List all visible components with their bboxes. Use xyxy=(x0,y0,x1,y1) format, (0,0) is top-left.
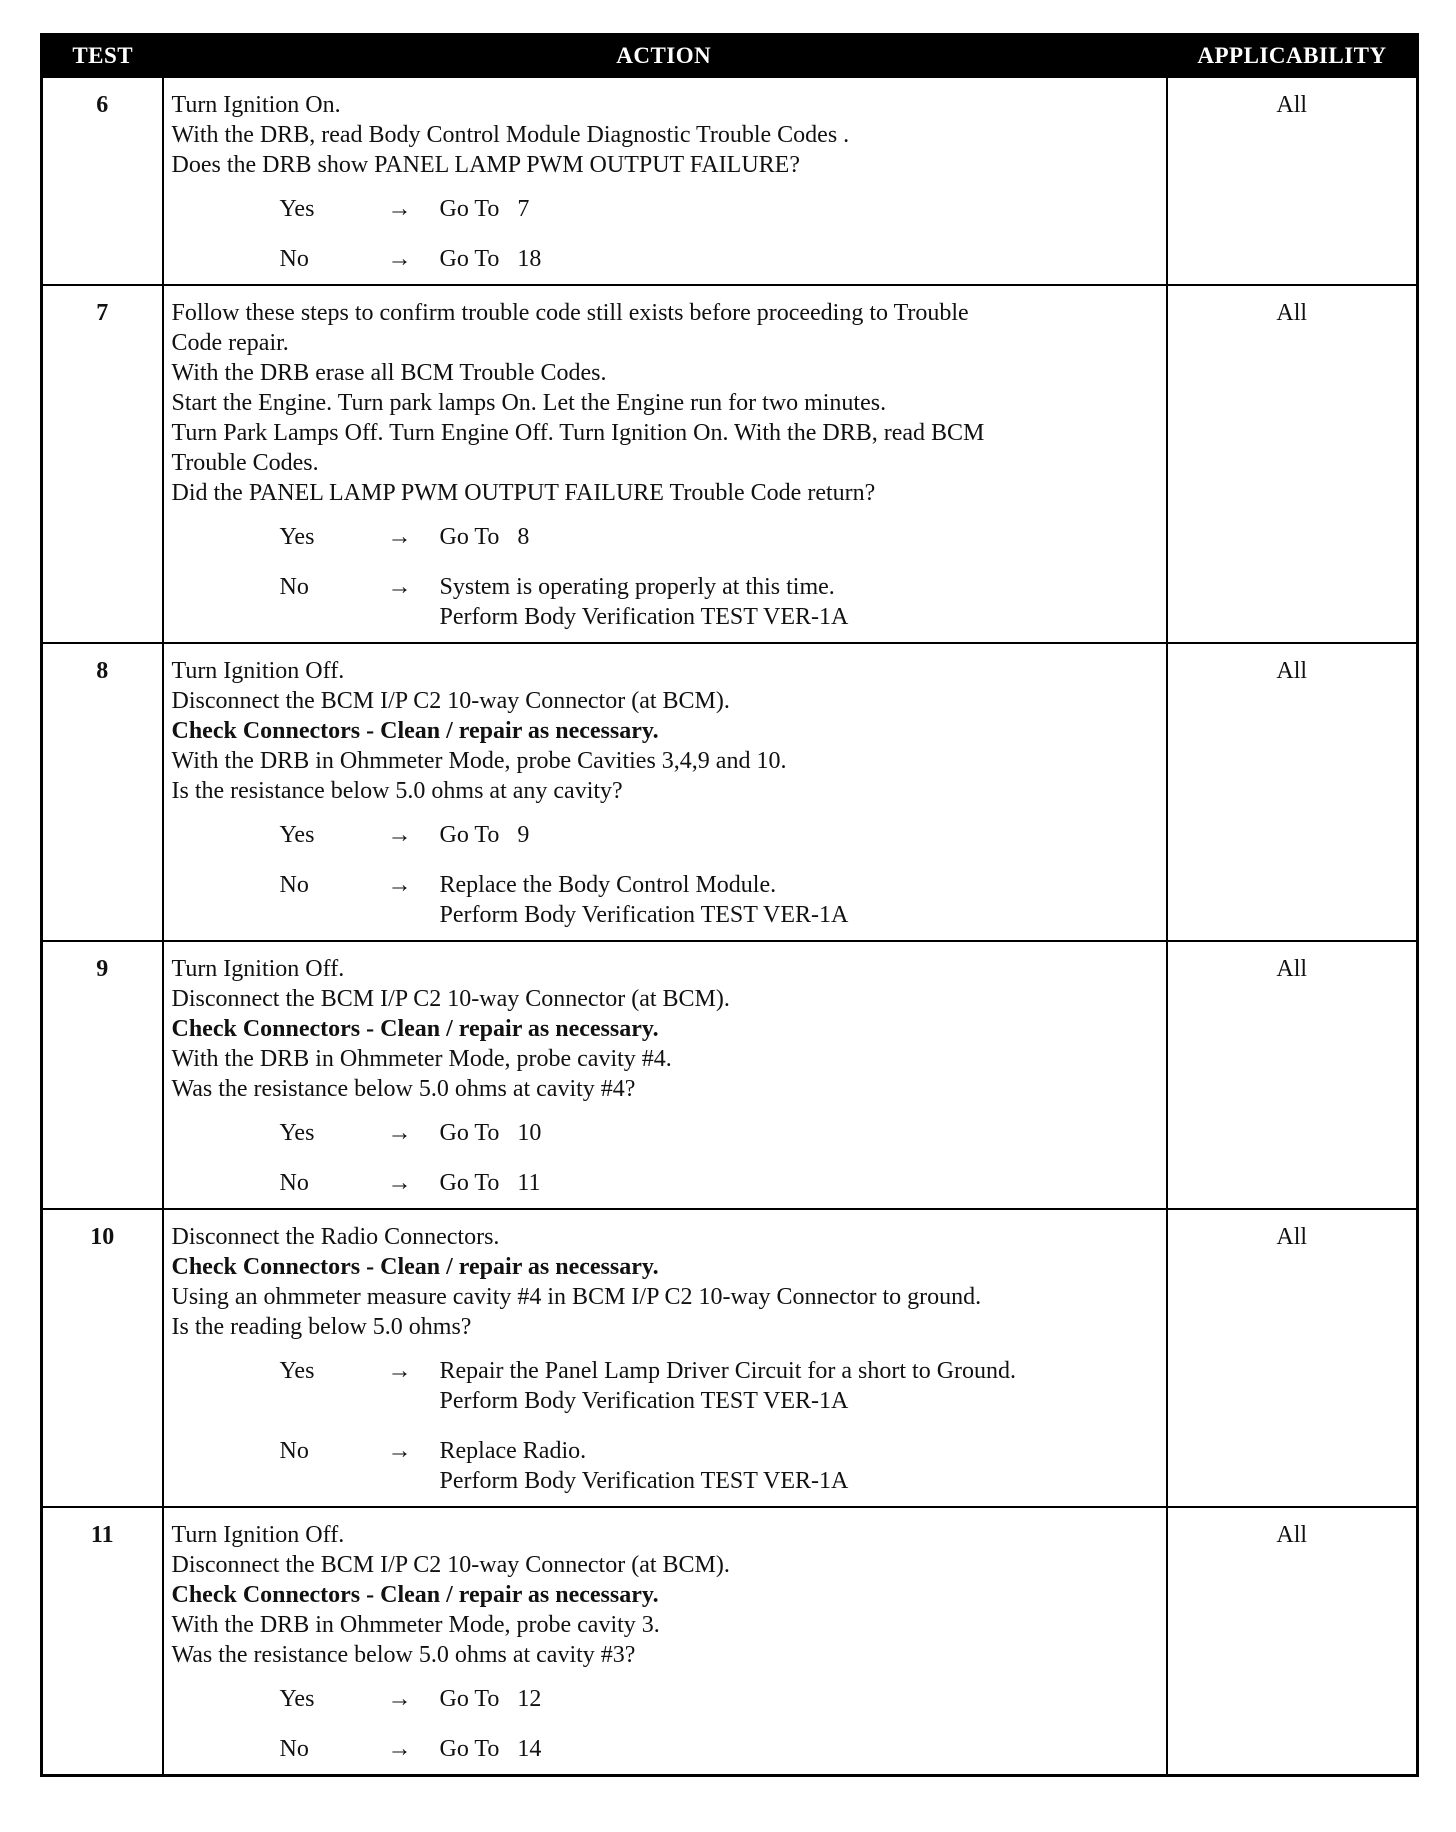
branch-result xyxy=(440,1436,1158,1496)
header-test: TEST xyxy=(42,35,163,78)
branch-result xyxy=(440,1734,1158,1764)
branch-result xyxy=(440,522,1158,552)
action-step-line: Did the PANEL LAMP PWM OUTPUT FAILURE Trouble Code return? xyxy=(171,480,876,506)
action-step-line: Code repair. xyxy=(171,330,289,356)
action-step-line: Turn Ignition On. xyxy=(171,92,341,118)
action-cell xyxy=(163,643,1167,941)
arrow-right-icon: → xyxy=(387,1736,412,1762)
branch-result-line: Go To 18 xyxy=(439,246,542,272)
branch-result-line: Repair the Panel Lamp Driver Circuit for a short to Ground. xyxy=(439,1358,1017,1384)
branch-result-line: Perform Body Verification TEST VER-1A xyxy=(439,604,849,630)
branch-label: Yes xyxy=(279,196,315,222)
test-number: 10 xyxy=(42,1209,163,1507)
branch-label: Yes xyxy=(279,524,315,550)
decision-branches xyxy=(172,194,1158,274)
decision-branches xyxy=(172,1684,1158,1764)
action-step-line: With the DRB in Ohmmeter Mode, probe Cavities 3,4,9 and 10. xyxy=(171,748,787,774)
branch-result-line: Perform Body Verification TEST VER-1A xyxy=(439,1388,849,1414)
branch-result-line: Perform Body Verification TEST VER-1A xyxy=(439,1468,849,1494)
action-step-line: Disconnect the BCM I/P C2 10-way Connector (at BCM). xyxy=(171,688,730,714)
test-number: 9 xyxy=(42,941,163,1209)
branch-label: No xyxy=(279,574,309,600)
decision-branches xyxy=(172,1356,1158,1496)
applicability-value: All xyxy=(1167,941,1418,1209)
branch-result xyxy=(440,1118,1158,1148)
action-step-line: Is the reading below 5.0 ohms? xyxy=(171,1314,472,1340)
arrow-right-icon: → xyxy=(387,1120,412,1146)
arrow-right-icon: → xyxy=(387,872,412,898)
decision-branch-yes xyxy=(172,1118,1158,1148)
action-cell xyxy=(163,77,1167,285)
action-step-line: Trouble Codes. xyxy=(171,450,319,476)
action-warning-line: Check Connectors - Clean / repair as necessary. xyxy=(171,1016,659,1042)
branch-result xyxy=(440,194,1158,224)
branch-result-line: Replace the Body Control Module. xyxy=(439,872,777,898)
branch-result-line: Go To 11 xyxy=(439,1170,541,1196)
branch-result xyxy=(440,572,1158,632)
branch-label: Yes xyxy=(279,1686,315,1712)
branch-label: No xyxy=(279,1736,309,1762)
action-cell xyxy=(163,285,1167,643)
action-step-line: With the DRB in Ohmmeter Mode, probe cavity 3. xyxy=(171,1612,660,1638)
arrow-right-icon: → xyxy=(387,1438,412,1464)
action-cell xyxy=(163,1209,1167,1507)
branch-result-line: Go To 10 xyxy=(439,1120,542,1146)
action-warning-line: Check Connectors - Clean / repair as necessary. xyxy=(171,1582,659,1608)
branch-label: No xyxy=(279,1170,309,1196)
test-number: 7 xyxy=(42,285,163,643)
branch-label: No xyxy=(279,1438,309,1464)
arrow-right-icon: → xyxy=(387,1358,412,1384)
action-step-line: Does the DRB show PANEL LAMP PWM OUTPUT FAILURE? xyxy=(171,152,800,178)
applicability-value: All xyxy=(1167,1209,1418,1507)
branch-result-line: Go To 8 xyxy=(439,524,530,550)
diagnostic-test-table xyxy=(40,33,1419,1777)
branch-result-line: System is operating properly at this time. xyxy=(439,574,835,600)
action-step-line: Disconnect the BCM I/P C2 10-way Connector (at BCM). xyxy=(171,1552,730,1578)
branch-label: Yes xyxy=(279,822,315,848)
arrow-right-icon: → xyxy=(387,1170,412,1196)
decision-branch-no xyxy=(172,244,1158,274)
action-step-line: With the DRB erase all BCM Trouble Codes. xyxy=(171,360,607,386)
branch-label: No xyxy=(279,246,309,272)
decision-branch-no xyxy=(172,572,1158,632)
arrow-right-icon: → xyxy=(387,196,412,222)
action-step-line: Disconnect the Radio Connectors. xyxy=(171,1224,500,1250)
decision-branch-yes xyxy=(172,194,1158,224)
branch-result-line: Go To 7 xyxy=(439,196,530,222)
header-applicability: APPLICABILITY xyxy=(1167,35,1418,78)
action-step-line: Start the Engine. Turn park lamps On. Let the Engine run for two minutes. xyxy=(171,390,887,416)
branch-result xyxy=(440,1684,1158,1714)
table-row xyxy=(42,941,1418,1209)
table-row xyxy=(42,77,1418,285)
decision-branch-no xyxy=(172,1168,1158,1198)
diagnostic-procedure-sheet xyxy=(40,33,1416,1777)
action-step-line: Follow these steps to confirm trouble code still exists before proceeding to Trouble xyxy=(171,300,969,326)
branch-label: Yes xyxy=(279,1120,315,1146)
decision-branches xyxy=(172,1118,1158,1198)
action-step-line: Is the resistance below 5.0 ohms at any cavity? xyxy=(171,778,623,804)
branch-result-line: Go To 12 xyxy=(439,1686,542,1712)
decision-branch-yes xyxy=(172,1356,1158,1416)
decision-branch-yes xyxy=(172,820,1158,850)
action-step-line: Turn Park Lamps Off. Turn Engine Off. Turn Ignition On. With the DRB, read BCM xyxy=(171,420,985,446)
test-number: 6 xyxy=(42,77,163,285)
test-number: 8 xyxy=(42,643,163,941)
decision-branch-no xyxy=(172,870,1158,930)
table-header xyxy=(42,35,1418,78)
action-step-line: With the DRB in Ohmmeter Mode, probe cavity #4. xyxy=(171,1046,672,1072)
branch-result xyxy=(440,820,1158,850)
branch-label: Yes xyxy=(279,1358,315,1384)
arrow-right-icon: → xyxy=(387,524,412,550)
applicability-value: All xyxy=(1167,643,1418,941)
branch-result-line: Perform Body Verification TEST VER-1A xyxy=(439,902,849,928)
action-step-line: With the DRB, read Body Control Module Diagnostic Trouble Codes . xyxy=(171,122,850,148)
action-step-line: Was the resistance below 5.0 ohms at cavity #4? xyxy=(171,1076,636,1102)
branch-result-line: Replace Radio. xyxy=(439,1438,587,1464)
action-step-line: Turn Ignition Off. xyxy=(171,658,345,684)
decision-branches xyxy=(172,522,1158,632)
table-row xyxy=(42,285,1418,643)
arrow-right-icon: → xyxy=(387,246,412,272)
branch-result xyxy=(440,1168,1158,1198)
branch-result xyxy=(440,1356,1158,1416)
arrow-right-icon: → xyxy=(387,822,412,848)
table-row xyxy=(42,643,1418,941)
decision-branch-no xyxy=(172,1734,1158,1764)
table-row xyxy=(42,1507,1418,1776)
decision-branch-no xyxy=(172,1436,1158,1496)
table-row xyxy=(42,1209,1418,1507)
applicability-value: All xyxy=(1167,77,1418,285)
action-step-line: Disconnect the BCM I/P C2 10-way Connector (at BCM). xyxy=(171,986,730,1012)
branch-result xyxy=(440,870,1158,930)
decision-branch-yes xyxy=(172,522,1158,552)
action-warning-line: Check Connectors - Clean / repair as necessary. xyxy=(171,718,659,744)
table-body xyxy=(42,77,1418,1776)
action-step-line: Using an ohmmeter measure cavity #4 in BCM I/P C2 10-way Connector to ground. xyxy=(171,1284,982,1310)
action-step-line: Turn Ignition Off. xyxy=(171,1522,345,1548)
decision-branches xyxy=(172,820,1158,930)
arrow-right-icon: → xyxy=(387,1686,412,1712)
branch-result xyxy=(440,244,1158,274)
branch-result-line: Go To 9 xyxy=(439,822,530,848)
header-action: ACTION xyxy=(163,35,1167,78)
action-step-line: Turn Ignition Off. xyxy=(171,956,345,982)
branch-label: No xyxy=(279,872,309,898)
action-cell xyxy=(163,941,1167,1209)
arrow-right-icon: → xyxy=(387,574,412,600)
branch-result-line: Go To 14 xyxy=(439,1736,542,1762)
action-warning-line: Check Connectors - Clean / repair as necessary. xyxy=(171,1254,659,1280)
applicability-value: All xyxy=(1167,1507,1418,1776)
action-cell xyxy=(163,1507,1167,1776)
action-step-line: Was the resistance below 5.0 ohms at cavity #3? xyxy=(171,1642,636,1668)
decision-branch-yes xyxy=(172,1684,1158,1714)
applicability-value: All xyxy=(1167,285,1418,643)
test-number: 11 xyxy=(42,1507,163,1776)
